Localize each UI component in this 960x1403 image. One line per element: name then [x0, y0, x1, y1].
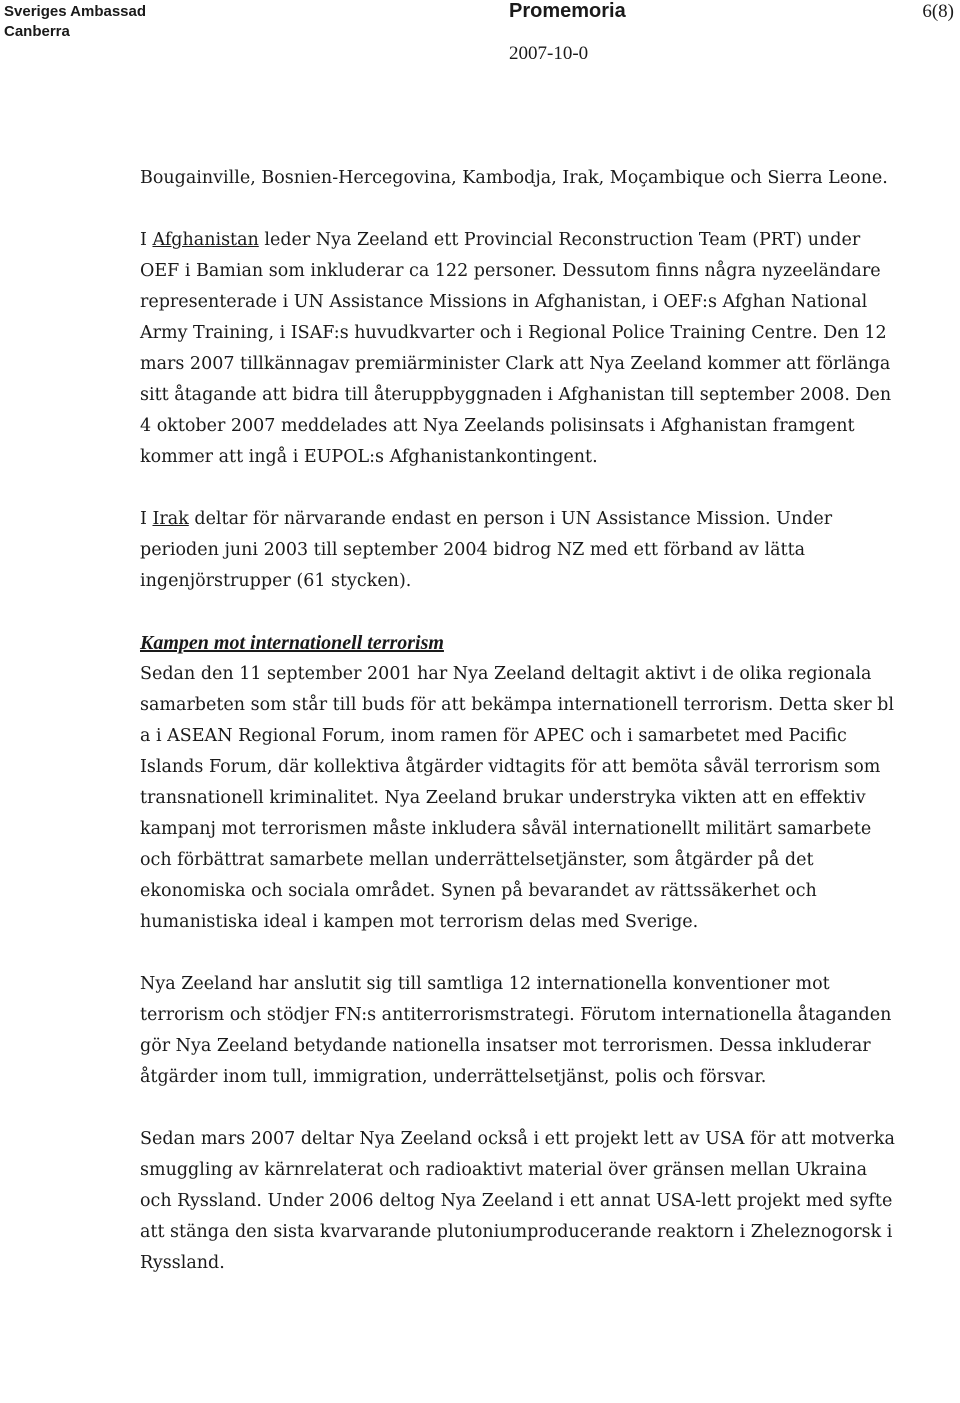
paragraph-nuclear-projects: Sedan mars 2007 deltar Nya Zeeland också i ett projekt lett av USA för att motverka smuggling av kärnrelaterat och radioaktivt material över gränsen mellan Ukraina och Ryssland. Under 2006 deltog Nya Zeeland i ett annat USA-lett projekt med syfte att stänga den sista kvarvarande plutoniumproducerande reaktorn i Zheleznogorsk i Ryssland. — [140, 1129, 895, 1273]
afghanistan-text: leder Nya Zeeland ett Provincial Reconstruction Team (PRT) under OEF i Bamian som inkluderar ca 122 personer. Dessutom finns några nyzeeländare representerade i UN Assistance Missions in Afghanistan, i OEF:s Afghan National Army Training, i ISAF:s huvudkvarter och i Regional Police Training Centre. Den 12 mars 2007 tillkännagav premiärminister Clark att Nya Zeeland kommer att förlänga sitt åtagande att bidra till återuppbyggnaden i Afghanistan till september 2008. Den 4 oktober 2007 meddelades att Nya Zeelands polisinsats i Afghanistan framgent kommer att ingå i EUPOL:s Afghanistankontingent. — [140, 230, 892, 467]
irak-text: deltar för närvarande endast en person i UN Assistance Mission. Under perioden juni 2003 till september 2004 bidrog NZ med ett förband av lätta ingenjörstrupper (61 stycken). — [140, 509, 833, 591]
paragraph-conventions: Nya Zeeland har anslutit sig till samtliga 12 internationella konventioner mot terrorism och stödjer FN:s antiterrorismstrategi. Förutom internationella åtaganden gör Nya Zeeland betydande nationella insatser mot terrorismen. Dessa inkluderar åtgärder inom tull, immigration, underrättelsetjänst, polis och försvar. — [140, 974, 892, 1087]
afghanistan-prefix: I — [140, 230, 153, 250]
header-sender — [4, 2, 146, 42]
paragraph-terrorism-cooperation: Sedan den 11 september 2001 har Nya Zeeland deltagit aktivt i de olika regionala samarbeten som står till buds för att bekämpa internationell terrorism. Detta sker bl a i ASEAN Regional Forum, inom ramen för APEC och i samarbetet med Pacific Islands Forum, där kollektiva åtgärder vidtagits för att bemöta såväl terrorism som transnationell kriminalitet. Nya Zeeland brukar understryka vikten att en effektiv kampanj mot terrorismen måste inkludera såväl internationellt militärt samarbete och förbättrat samarbete mellan underrättelsetjänster, som åtgärder på det ekonomiska och sociala området. Synen på bevarandet av rättssäkerhet och humanistiska ideal i kampen mot terrorism delas med Sverige. — [140, 664, 894, 932]
page-number: 6(8) — [922, 1, 954, 22]
paragraph-irak — [140, 504, 900, 597]
afghanistan-keyword: Afghanistan — [152, 230, 259, 250]
irak-keyword: Irak — [152, 509, 189, 529]
header-org-line1: Sveriges Ambassad — [4, 3, 147, 20]
header-org-line2: Canberra — [4, 23, 70, 40]
document-date: 2007-10-0 — [509, 43, 589, 64]
document-title: Promemoria — [509, 0, 626, 22]
irak-prefix: I — [140, 509, 153, 529]
section-heading-terrorism: Kampen mot internationell terrorism — [140, 632, 444, 654]
paragraph-countries: Bougainville, Bosnien-Hercegovina, Kambodja, Irak, Moçambique och Sierra Leone. — [140, 168, 888, 188]
paragraph-afghanistan — [140, 225, 900, 473]
document-body — [140, 163, 900, 1279]
